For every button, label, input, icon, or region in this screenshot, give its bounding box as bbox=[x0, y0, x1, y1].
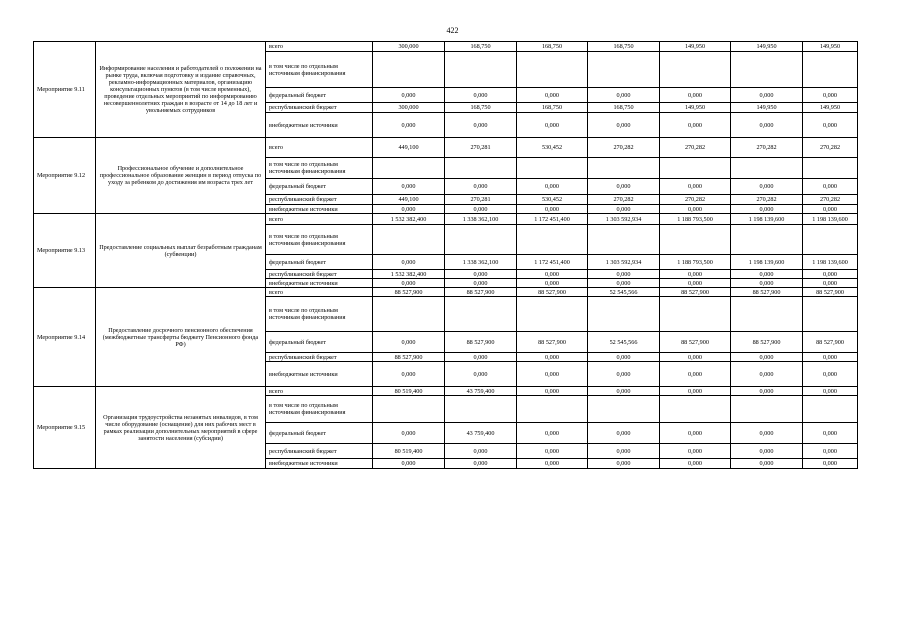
amount-cell: 300,000 bbox=[373, 103, 445, 113]
amount-cell: 0,000 bbox=[731, 205, 803, 214]
amount-cell bbox=[445, 225, 517, 255]
amount-cell: 149,950 bbox=[660, 103, 731, 113]
amount-cell: 0,000 bbox=[803, 362, 858, 387]
amount-cell: 0,000 bbox=[660, 179, 731, 195]
amount-cell bbox=[517, 297, 588, 332]
amount-cell: 88 527,900 bbox=[445, 288, 517, 297]
funding-source-label: федеральный бюджет bbox=[266, 88, 373, 103]
amount-cell bbox=[588, 52, 660, 88]
funding-source-label: внебюджетные источники bbox=[266, 205, 373, 214]
amount-cell: 0,000 bbox=[373, 332, 445, 353]
amount-cell bbox=[373, 396, 445, 423]
amount-cell: 149,950 bbox=[731, 42, 803, 52]
amount-cell: 0,000 bbox=[445, 270, 517, 279]
amount-cell: 88 527,900 bbox=[373, 353, 445, 362]
table-row bbox=[34, 288, 858, 297]
amount-cell: 0,000 bbox=[517, 179, 588, 195]
funding-source-label: федеральный бюджет bbox=[266, 332, 373, 353]
amount-cell: 88 527,900 bbox=[517, 288, 588, 297]
amount-cell: 88 527,900 bbox=[731, 288, 803, 297]
amount-cell: 0,000 bbox=[660, 387, 731, 396]
amount-cell bbox=[445, 158, 517, 179]
amount-cell: 270,282 bbox=[588, 138, 660, 158]
amount-cell: 0,000 bbox=[373, 205, 445, 214]
amount-cell: 0,000 bbox=[588, 444, 660, 459]
amount-cell: 0,000 bbox=[731, 387, 803, 396]
amount-cell: 300,000 bbox=[373, 42, 445, 52]
funding-source-label: в том числе по отдельным источникам финансирования bbox=[266, 52, 373, 88]
amount-cell: 270,282 bbox=[731, 195, 803, 205]
amount-cell: 0,000 bbox=[517, 387, 588, 396]
amount-cell: 0,000 bbox=[803, 353, 858, 362]
amount-cell bbox=[731, 52, 803, 88]
amount-cell bbox=[517, 225, 588, 255]
amount-cell bbox=[803, 297, 858, 332]
amount-cell: 0,000 bbox=[373, 279, 445, 288]
amount-cell bbox=[803, 158, 858, 179]
amount-cell: 1 172 451,400 bbox=[517, 214, 588, 225]
event-cell-9-13: Мероприятие 9.13 bbox=[34, 214, 96, 288]
amount-cell: 0,000 bbox=[588, 423, 660, 444]
budget-table bbox=[33, 41, 858, 469]
amount-cell: 149,950 bbox=[803, 42, 858, 52]
amount-cell: 0,000 bbox=[373, 88, 445, 103]
amount-cell: 0,000 bbox=[445, 113, 517, 138]
amount-cell bbox=[660, 158, 731, 179]
amount-cell: 0,000 bbox=[373, 255, 445, 270]
amount-cell bbox=[373, 225, 445, 255]
amount-cell: 449,100 bbox=[373, 195, 445, 205]
amount-cell: 0,000 bbox=[517, 459, 588, 469]
amount-cell bbox=[660, 52, 731, 88]
amount-cell: 88 527,900 bbox=[731, 332, 803, 353]
amount-cell: 0,000 bbox=[660, 353, 731, 362]
amount-cell: 1 303 592,934 bbox=[588, 214, 660, 225]
amount-cell: 0,000 bbox=[588, 459, 660, 469]
amount-cell: 530,452 bbox=[517, 138, 588, 158]
amount-cell: 149,950 bbox=[660, 42, 731, 52]
funding-source-label: федеральный бюджет bbox=[266, 179, 373, 195]
event-description: Предоставление досрочного пенсионного обеспечения (межбюджетные трансферты бюджету Пенсионного фонда РФ) bbox=[96, 288, 266, 387]
amount-cell bbox=[373, 297, 445, 332]
amount-cell: 0,000 bbox=[731, 279, 803, 288]
amount-cell: 0,000 bbox=[373, 423, 445, 444]
event-cell-9-11: Мероприятие 9.11 bbox=[34, 42, 96, 138]
amount-cell: 149,950 bbox=[803, 103, 858, 113]
event-description: Профессиональное обучение и дополнительное профессиональное образование женщин в период отпуска по уходу за ребенком до достижения им возраста трех лет bbox=[96, 138, 266, 214]
amount-cell: 0,000 bbox=[588, 353, 660, 362]
amount-cell: 1 198 139,600 bbox=[731, 255, 803, 270]
amount-cell: 0,000 bbox=[660, 270, 731, 279]
event-description: Предоставление социальных выплат безработным гражданам (субвенции) bbox=[96, 214, 266, 288]
amount-cell: 0,000 bbox=[517, 205, 588, 214]
amount-cell: 0,000 bbox=[731, 444, 803, 459]
amount-cell: 1 188 793,500 bbox=[660, 255, 731, 270]
amount-cell: 0,000 bbox=[517, 279, 588, 288]
amount-cell: 0,000 bbox=[803, 444, 858, 459]
amount-cell: 270,282 bbox=[588, 195, 660, 205]
amount-cell: 0,000 bbox=[445, 88, 517, 103]
amount-cell: 1 198 139,600 bbox=[803, 255, 858, 270]
amount-cell: 449,100 bbox=[373, 138, 445, 158]
amount-cell: 0,000 bbox=[445, 353, 517, 362]
amount-cell: 1 188 793,500 bbox=[660, 214, 731, 225]
funding-source-label: внебюджетные источники bbox=[266, 459, 373, 469]
amount-cell: 0,000 bbox=[588, 279, 660, 288]
table-row bbox=[34, 42, 858, 52]
funding-source-label: всего bbox=[266, 42, 373, 52]
amount-cell: 0,000 bbox=[373, 179, 445, 195]
amount-cell bbox=[803, 396, 858, 423]
amount-cell: 0,000 bbox=[517, 444, 588, 459]
amount-cell: 1 532 382,400 bbox=[373, 270, 445, 279]
amount-cell: 43 759,400 bbox=[445, 387, 517, 396]
funding-source-label: республиканский бюджет bbox=[266, 103, 373, 113]
amount-cell: 0,000 bbox=[588, 179, 660, 195]
event-description: Организация трудоустройства незанятых инвалидов, в том числе оборудование (оснащение) для них рабочих мест в рамках реализации дополнительных мероприятий в сфере занятости населения (субсидии) bbox=[96, 387, 266, 469]
amount-cell bbox=[731, 297, 803, 332]
amount-cell: 0,000 bbox=[803, 270, 858, 279]
amount-cell bbox=[445, 297, 517, 332]
amount-cell: 270,282 bbox=[660, 138, 731, 158]
funding-source-label: федеральный бюджет bbox=[266, 255, 373, 270]
amount-cell: 0,000 bbox=[803, 387, 858, 396]
amount-cell: 0,000 bbox=[445, 362, 517, 387]
page-number: 422 bbox=[446, 26, 459, 35]
event-description: Информирование населения и работодателей о положении на рынке труда, включая подготовку и издание справочных, рекламно-информационных материалов, организацию консультационных пунктов (в том числе временных), проведение отдельных мероприятий по информированию несовершеннолетних граждан в возрасте от 14 до 18 лет и увольняемых сотрудников bbox=[96, 42, 266, 138]
funding-source-label: всего bbox=[266, 288, 373, 297]
amount-cell: 168,750 bbox=[445, 103, 517, 113]
amount-cell: 168,750 bbox=[588, 103, 660, 113]
amount-cell: 88 527,900 bbox=[517, 332, 588, 353]
amount-cell: 1 303 592,934 bbox=[588, 255, 660, 270]
amount-cell: 0,000 bbox=[517, 113, 588, 138]
amount-cell: 88 527,900 bbox=[803, 332, 858, 353]
table-row bbox=[34, 214, 858, 225]
amount-cell: 270,281 bbox=[445, 138, 517, 158]
amount-cell bbox=[660, 396, 731, 423]
amount-cell: 168,750 bbox=[445, 42, 517, 52]
amount-cell bbox=[731, 225, 803, 255]
amount-cell bbox=[445, 52, 517, 88]
funding-source-label: всего bbox=[266, 214, 373, 225]
amount-cell: 1 532 382,400 bbox=[373, 214, 445, 225]
amount-cell: 0,000 bbox=[731, 270, 803, 279]
funding-source-label: внебюджетные источники bbox=[266, 113, 373, 138]
amount-cell: 0,000 bbox=[517, 423, 588, 444]
amount-cell: 43 759,400 bbox=[445, 423, 517, 444]
amount-cell: 270,282 bbox=[660, 195, 731, 205]
amount-cell bbox=[445, 396, 517, 423]
amount-cell bbox=[803, 225, 858, 255]
table-row bbox=[34, 138, 858, 158]
amount-cell: 0,000 bbox=[660, 88, 731, 103]
amount-cell: 0,000 bbox=[660, 423, 731, 444]
amount-cell: 0,000 bbox=[517, 362, 588, 387]
amount-cell: 0,000 bbox=[731, 353, 803, 362]
amount-cell bbox=[660, 297, 731, 332]
amount-cell: 0,000 bbox=[803, 279, 858, 288]
amount-cell bbox=[588, 297, 660, 332]
amount-cell: 0,000 bbox=[803, 205, 858, 214]
amount-cell: 0,000 bbox=[517, 270, 588, 279]
amount-cell: 0,000 bbox=[731, 362, 803, 387]
amount-cell: 0,000 bbox=[803, 423, 858, 444]
amount-cell: 270,282 bbox=[803, 195, 858, 205]
amount-cell: 0,000 bbox=[731, 179, 803, 195]
amount-cell: 80 519,400 bbox=[373, 387, 445, 396]
amount-cell: 0,000 bbox=[731, 113, 803, 138]
amount-cell: 0,000 bbox=[660, 279, 731, 288]
amount-cell: 0,000 bbox=[373, 113, 445, 138]
amount-cell: 88 527,900 bbox=[660, 288, 731, 297]
amount-cell: 88 527,900 bbox=[803, 288, 858, 297]
amount-cell: 0,000 bbox=[731, 88, 803, 103]
funding-source-label: внебюджетные источники bbox=[266, 362, 373, 387]
funding-source-label: в том числе по отдельным источникам финансирования bbox=[266, 396, 373, 423]
amount-cell: 0,000 bbox=[445, 205, 517, 214]
amount-cell: 88 527,900 bbox=[373, 288, 445, 297]
amount-cell: 0,000 bbox=[660, 362, 731, 387]
amount-cell bbox=[731, 396, 803, 423]
amount-cell: 270,281 bbox=[445, 195, 517, 205]
amount-cell bbox=[660, 225, 731, 255]
amount-cell: 0,000 bbox=[731, 459, 803, 469]
funding-source-label: в том числе по отдельным источникам финансирования bbox=[266, 297, 373, 332]
amount-cell: 1 172 451,400 bbox=[517, 255, 588, 270]
amount-cell: 0,000 bbox=[445, 444, 517, 459]
amount-cell bbox=[517, 52, 588, 88]
amount-cell: 0,000 bbox=[445, 459, 517, 469]
amount-cell: 530,452 bbox=[517, 195, 588, 205]
amount-cell: 80 519,400 bbox=[373, 444, 445, 459]
amount-cell: 0,000 bbox=[445, 179, 517, 195]
amount-cell: 1 338 362,100 bbox=[445, 214, 517, 225]
amount-cell: 168,750 bbox=[588, 42, 660, 52]
amount-cell: 0,000 bbox=[588, 113, 660, 138]
amount-cell: 168,750 bbox=[517, 103, 588, 113]
amount-cell: 270,282 bbox=[803, 138, 858, 158]
amount-cell: 0,000 bbox=[588, 387, 660, 396]
funding-source-label: внебюджетные источники bbox=[266, 279, 373, 288]
amount-cell bbox=[373, 158, 445, 179]
amount-cell: 270,282 bbox=[731, 138, 803, 158]
amount-cell: 1 338 362,100 bbox=[445, 255, 517, 270]
amount-cell bbox=[588, 225, 660, 255]
amount-cell: 0,000 bbox=[660, 459, 731, 469]
amount-cell: 52 545,566 bbox=[588, 332, 660, 353]
amount-cell: 0,000 bbox=[803, 113, 858, 138]
funding-source-label: республиканский бюджет bbox=[266, 270, 373, 279]
funding-source-label: республиканский бюджет bbox=[266, 444, 373, 459]
amount-cell: 149,950 bbox=[731, 103, 803, 113]
amount-cell: 0,000 bbox=[373, 362, 445, 387]
amount-cell bbox=[803, 52, 858, 88]
amount-cell: 0,000 bbox=[517, 353, 588, 362]
amount-cell bbox=[588, 396, 660, 423]
table-row bbox=[34, 387, 858, 396]
amount-cell: 0,000 bbox=[660, 205, 731, 214]
amount-cell: 0,000 bbox=[588, 362, 660, 387]
amount-cell bbox=[517, 396, 588, 423]
amount-cell bbox=[373, 52, 445, 88]
amount-cell: 0,000 bbox=[803, 459, 858, 469]
amount-cell: 0,000 bbox=[373, 459, 445, 469]
amount-cell bbox=[588, 158, 660, 179]
amount-cell: 88 527,900 bbox=[445, 332, 517, 353]
funding-source-label: в том числе по отдельным источникам финансирования bbox=[266, 225, 373, 255]
funding-source-label: всего bbox=[266, 138, 373, 158]
funding-source-label: республиканский бюджет bbox=[266, 353, 373, 362]
amount-cell: 0,000 bbox=[660, 444, 731, 459]
amount-cell: 0,000 bbox=[517, 88, 588, 103]
amount-cell: 0,000 bbox=[731, 423, 803, 444]
amount-cell: 88 527,900 bbox=[660, 332, 731, 353]
event-cell-9-12: Мероприятие 9.12 bbox=[34, 138, 96, 214]
funding-source-label: всего bbox=[266, 387, 373, 396]
amount-cell: 0,000 bbox=[803, 88, 858, 103]
amount-cell: 1 198 139,600 bbox=[731, 214, 803, 225]
amount-cell: 0,000 bbox=[803, 179, 858, 195]
funding-source-label: федеральный бюджет bbox=[266, 423, 373, 444]
amount-cell: 0,000 bbox=[445, 279, 517, 288]
amount-cell: 0,000 bbox=[660, 113, 731, 138]
amount-cell bbox=[517, 158, 588, 179]
amount-cell: 1 198 139,600 bbox=[803, 214, 858, 225]
event-cell-9-14: Мероприятие 9.14 bbox=[34, 288, 96, 387]
amount-cell: 168,750 bbox=[517, 42, 588, 52]
amount-cell: 0,000 bbox=[588, 205, 660, 214]
funding-source-label: республиканский бюджет bbox=[266, 195, 373, 205]
amount-cell bbox=[731, 158, 803, 179]
funding-source-label: в том числе по отдельным источникам финансирования bbox=[266, 158, 373, 179]
amount-cell: 0,000 bbox=[588, 270, 660, 279]
event-cell-9-15: Мероприятие 9.15 bbox=[34, 387, 96, 469]
amount-cell: 52 545,566 bbox=[588, 288, 660, 297]
amount-cell: 0,000 bbox=[588, 88, 660, 103]
